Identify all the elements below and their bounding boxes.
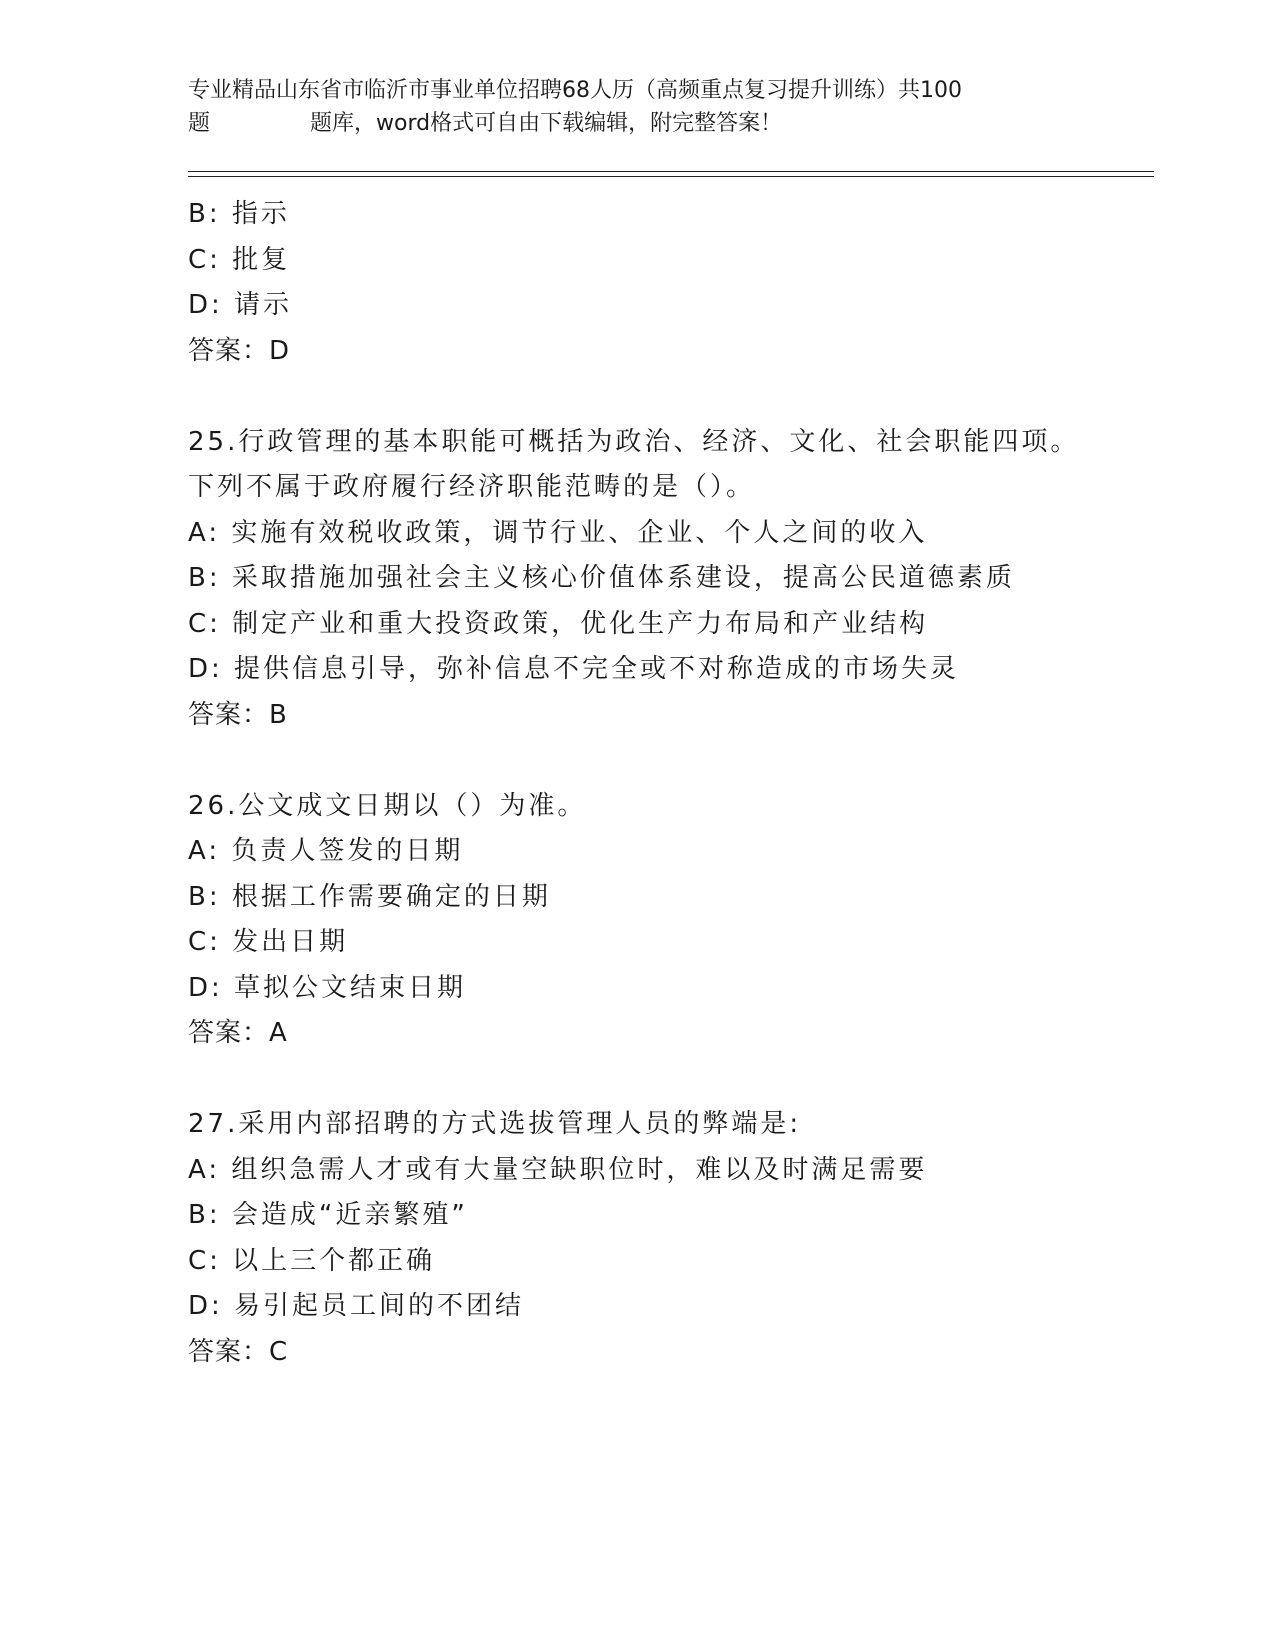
header-line2-left: 题 [188, 111, 211, 136]
option-line: A: 负责人签发的日期 [188, 836, 464, 866]
option-line: D: 草拟公文结束日期 [188, 972, 467, 1003]
answer-line: 答案：A [188, 1018, 288, 1048]
option-line: B: 根据工作需要确定的日期 [188, 881, 551, 912]
option-line: A: 组织急需人才或有大量空缺职位时，难以及时满足需要 [188, 1154, 928, 1185]
option-line: B: 采取措施加强社会主义核心价值体系建设，提高公民道德素质 [188, 563, 1015, 593]
answer-line: 答案：D [188, 335, 291, 366]
spacer [188, 738, 1168, 784]
header-rule-top [188, 171, 1154, 172]
question-stem: 26.公文成文日期以（）为准。 [188, 790, 587, 821]
spacer [188, 374, 1168, 420]
header-rule-bottom [188, 176, 1154, 177]
option-line: B: 会造成“近亲繁殖” [188, 1200, 468, 1230]
option-line: D: 易引起员工间的不团结 [188, 1291, 525, 1321]
option-line: C: 制定产业和重大投资政策，优化生产力布局和产业结构 [188, 608, 929, 639]
option-line: B: 指示 [188, 199, 290, 229]
option-line: C: 批复 [188, 244, 291, 275]
option-line: D: 请示 [188, 290, 293, 320]
answer-line: 答案：B [188, 699, 288, 730]
page-header [188, 74, 1088, 140]
question-stem: 25.行政管理的基本职能可概括为政治、经济、文化、社会职能四项。 [188, 426, 1080, 457]
header-gap [210, 107, 310, 140]
option-line: A: 实施有效税收政策，调节行业、企业、个人之间的收入 [188, 517, 928, 548]
option-line: C: 发出日期 [188, 927, 349, 957]
question-stem: 下列不属于政府履行经济职能范畴的是（）。 [188, 472, 756, 502]
header-title-line1: 专业精品山东省市临沂市事业单位招聘68人历（高频重点复习提升训练）共100 [188, 78, 962, 103]
option-line: C: 以上三个都正确 [188, 1245, 436, 1276]
header-line2-right: 题库，word格式可自由下载编辑，附完整答案！ [310, 111, 783, 136]
option-line: D: 提供信息引导，弥补信息不完全或不对称造成的市场失灵 [188, 654, 960, 684]
header-title-line2 [188, 107, 1088, 140]
spacer [188, 1057, 1168, 1103]
answer-line: 答案：C [188, 1336, 289, 1367]
question-content [188, 192, 1168, 1375]
question-stem: 27.采用内部招聘的方式选拔管理人员的弊端是: [188, 1109, 802, 1139]
